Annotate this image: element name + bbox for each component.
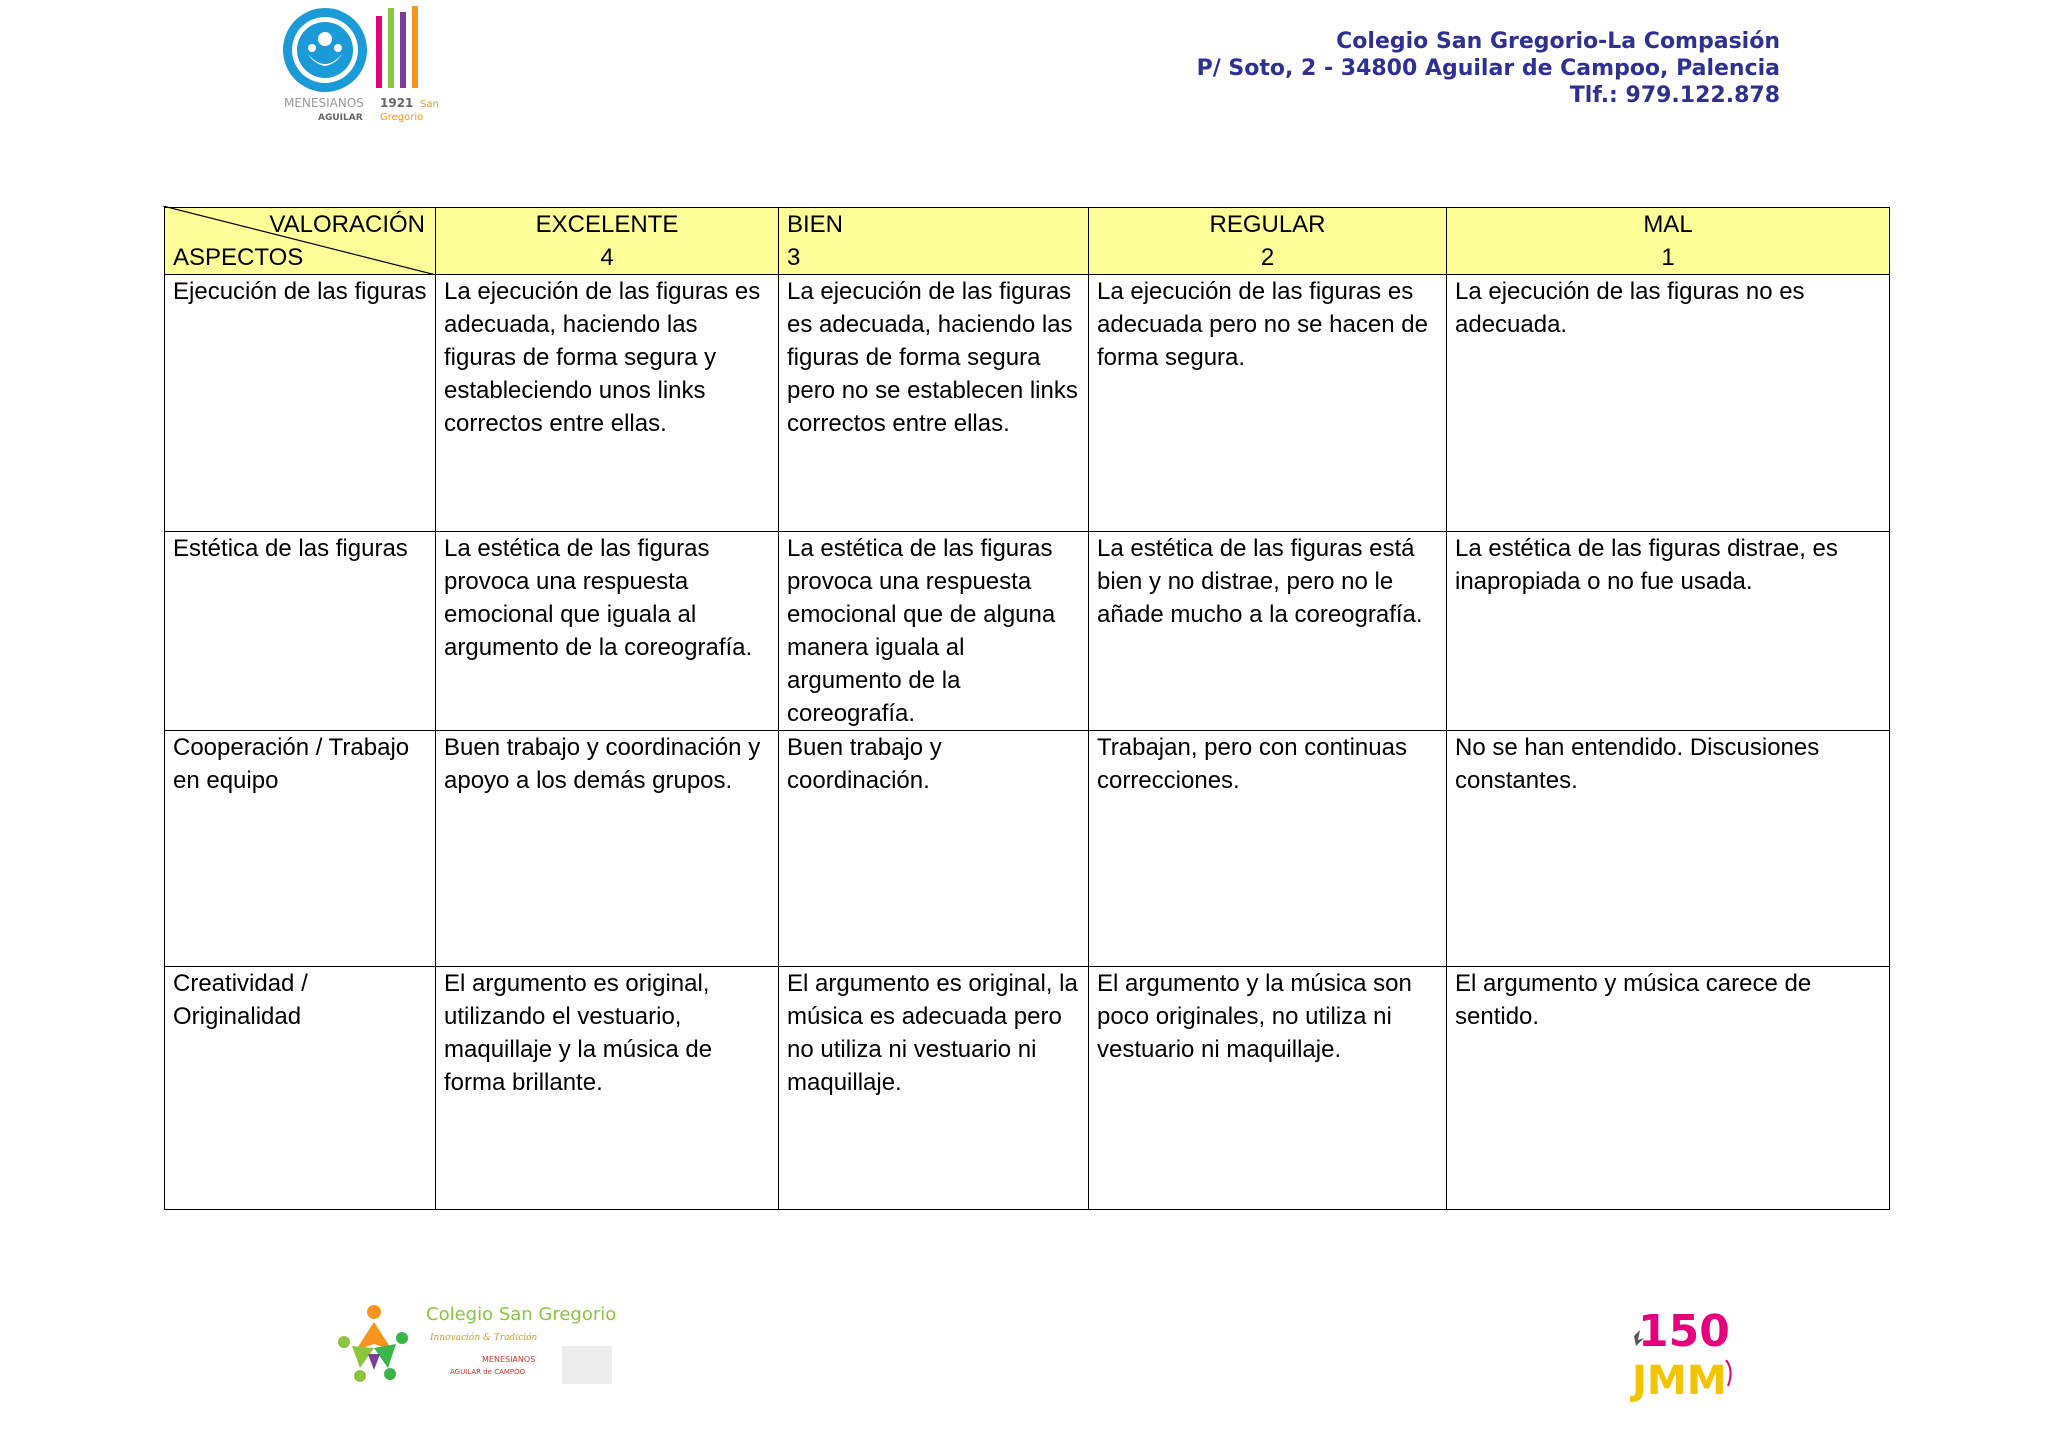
- svg-text:150: 150: [1638, 1306, 1730, 1357]
- svg-text:MENESIANOS: MENESIANOS: [284, 96, 364, 110]
- svg-text:MENESIANOS: MENESIANOS: [482, 1355, 536, 1364]
- level-header-excelente: EXCELENTE 4: [436, 208, 779, 275]
- criteria-cell: La ejecución de las figuras es adecuada pero no se hacen de forma segura.: [1089, 275, 1447, 532]
- school-phone: Tlf.: 979.122.878: [1569, 83, 1780, 108]
- aspect-cell: Creatividad / Originalidad: [165, 967, 436, 1210]
- school-name: Colegio San Gregorio-La Compasión: [1336, 29, 1780, 54]
- criteria-cell: La estética de las figuras provoca una respuesta emocional que iguala al argumento de la coreografía.: [436, 532, 779, 731]
- criteria-cell: La ejecución de las figuras es adecuada, haciendo las figuras de forma segura y estableciendo unos links correctos entre ellas.: [436, 275, 779, 532]
- criteria-cell: Buen trabajo y coordinación.: [779, 731, 1089, 967]
- level-header-mal: MAL 1: [1447, 208, 1890, 275]
- criteria-cell: El argumento es original, la música es adecuada pero no utiliza ni vestuario ni maquillaje.: [779, 967, 1089, 1210]
- criteria-cell: La ejecución de las figuras no es adecuada.: [1447, 275, 1890, 532]
- table-row: [165, 967, 1890, 1210]
- svg-text:JMM: JMM: [1632, 1358, 1727, 1404]
- svg-text:Colegio San Gregorio: Colegio San Gregorio: [426, 1304, 617, 1325]
- jmm-150-logo: [1630, 1300, 1745, 1410]
- aspect-cell: Cooperación / Trabajo en equipo: [165, 731, 436, 967]
- criteria-cell: Trabajan, pero con continuas correcciones.: [1089, 731, 1447, 967]
- level-header-bien: BIEN 3: [779, 208, 1089, 275]
- table-row: [165, 532, 1890, 731]
- svg-text:AGUILAR: AGUILAR: [318, 113, 363, 123]
- aspect-cell: Estética de las figuras: [165, 532, 436, 731]
- school-address: P/ Soto, 2 - 34800 Aguilar de Campoo, Palencia: [1196, 56, 1780, 81]
- table-row: [165, 275, 1890, 532]
- aspectos-label: ASPECTOS: [173, 244, 304, 271]
- school-header: [1197, 28, 1780, 109]
- criteria-cell: No se han entendido. Discusiones constantes.: [1447, 731, 1890, 967]
- svg-text:Gregorio: Gregorio: [380, 112, 424, 123]
- svg-text:San: San: [420, 99, 439, 110]
- criteria-cell: La estética de las figuras está bien y no distrae, pero no le añade mucho a la coreografía.: [1089, 532, 1447, 731]
- table-row: [165, 731, 1890, 967]
- svg-text:AGUILAR de CAMPOO: AGUILAR de CAMPOO: [450, 1368, 526, 1376]
- criteria-cell: La estética de las figuras distrae, es inapropiada o no fue usada.: [1447, 532, 1890, 731]
- rubric-header-row: [165, 208, 1890, 275]
- rubric-table: [164, 207, 1890, 1210]
- menesianos-logo: [278, 2, 453, 127]
- criteria-cell: Buen trabajo y coordinación y apoyo a los demás grupos.: [436, 731, 779, 967]
- aspect-cell: Ejecución de las figuras: [165, 275, 436, 532]
- criteria-cell: La ejecución de las figuras es adecuada, haciendo las figuras de forma segura pero no se establecen links correctos entre ellas.: [779, 275, 1089, 532]
- colegio-san-gregorio-logo: [330, 1298, 630, 1398]
- rubric-corner-cell: [165, 208, 436, 275]
- svg-text:1921: 1921: [380, 96, 414, 110]
- svg-text:Innovación & Tradición: Innovación & Tradición: [430, 1333, 538, 1343]
- criteria-cell: El argumento y música carece de sentido.: [1447, 967, 1890, 1210]
- criteria-cell: El argumento y la música son poco originales, no utiliza ni vestuario ni maquillaje.: [1089, 967, 1447, 1210]
- criteria-cell: La estética de las figuras provoca una respuesta emocional que de alguna manera iguala al argumento de la coreografía.: [779, 532, 1089, 731]
- valoracion-label: VALORACIÓN: [269, 211, 425, 238]
- level-header-regular: REGULAR 2: [1089, 208, 1447, 275]
- criteria-cell: El argumento es original, utilizando el vestuario, maquillaje y la música de forma brillante.: [436, 967, 779, 1210]
